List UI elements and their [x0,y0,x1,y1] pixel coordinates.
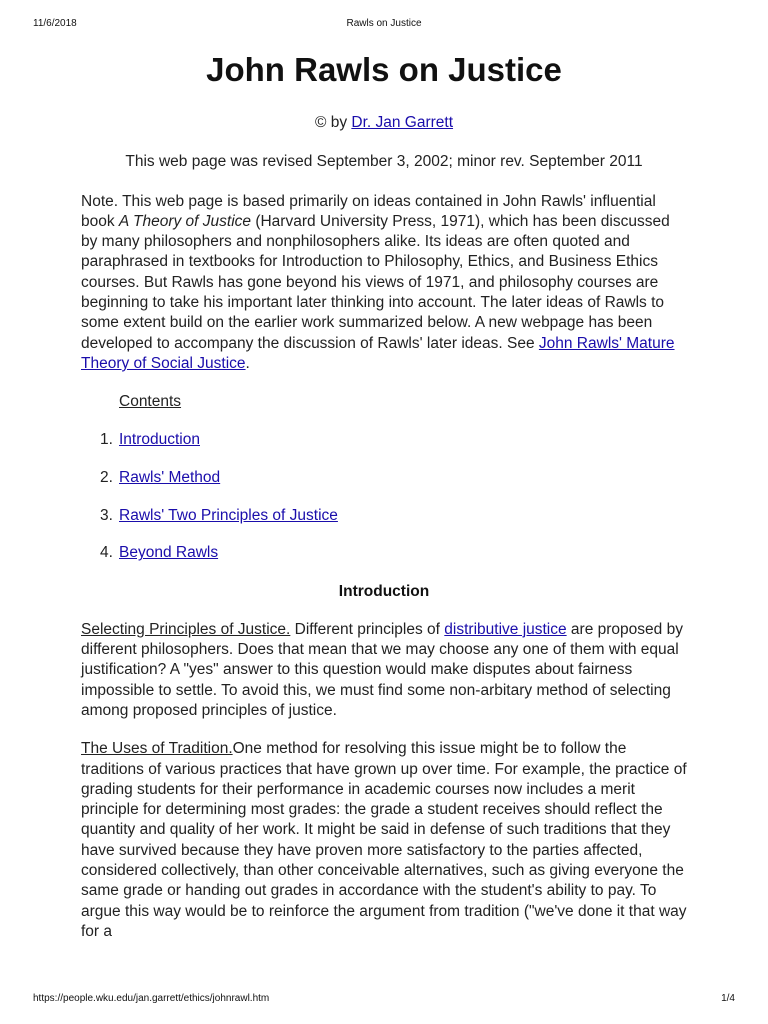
paragraph-lead: The Uses of Tradition. [81,740,233,758]
contents-list [81,430,687,564]
contents-item-number: 3. [100,506,113,524]
section-heading-introduction: Introduction [338,582,430,600]
contents-label: Contents [119,393,182,411]
byline-prefix: © by [314,114,352,131]
paragraph-text: Different principles of [290,620,445,638]
note-text-3: . [245,354,250,372]
contents-link-beyond-rawls[interactable]: Beyond Rawls [119,544,219,562]
author-link[interactable]: Dr. Jan Garrett [351,114,454,131]
contents-item [81,468,687,488]
revision-note: This web page was revised September 3, 2002; minor rev. September 2011 [125,153,643,171]
contents-link-rawls-method[interactable]: Rawls' Method [119,468,221,486]
print-title: Rawls on Justice [346,18,422,29]
book-title: A Theory of Justice [118,212,252,230]
byline [81,113,687,133]
paragraph-text: One method for resolving this issue might be to follow the traditions of various practices that have grown up over time. For example, the practice of grading students for their performance in academic courses now includes a merit principle for determining most grades: the grade a student receives should reflect the quantity and quality of her work. It might be said in defense of such traditions that they have survived because they have proven more satisfactory to the parties affected, considered collectively, than other conceivable alternatives, such as giving everyone the same grade or handing out grades in accordance with the student's ability to pay. To argue this way would be to reinforce the argument from tradition ("we've done it that way for a [81,740,687,940]
contents-link-two-principles[interactable]: Rawls' Two Principles of Justice [119,506,338,524]
contents-item-number: 2. [100,468,113,486]
mature-theory-link[interactable]: John Rawls' Mature Theory of Social Justice [81,334,675,372]
contents-item [81,543,687,563]
page-title: John Rawls on Justice [206,51,562,88]
page-content [81,40,687,942]
contents-item [81,506,687,526]
note-paragraph [81,192,687,375]
contents-link-introduction[interactable]: Introduction [119,431,200,449]
note-text-2: (Harvard University Press, 1971), which has been discussed by many philosophers and nonphilosophers alike. Its ideas are often quoted and paraphrased in textbooks for Introduction to Philosophy, Ethics, and Business Ethics courses. But Rawls has gone beyond his views of 1971, and philosophy courses are beginning to take his important later thinking into account. The later ideas of Rawls to some extent build on the earlier work summarized below. A new webpage has been developed to accompany the discussion of Rawls' later ideas. See [81,212,670,352]
contents-item [81,430,687,450]
paragraph-uses-of-tradition [81,739,687,942]
print-url: https://people.wku.edu/jan.garrett/ethics/johnrawl.htm [33,993,270,1004]
print-date: 11/6/2018 [33,18,77,29]
contents-item-number: 1. [100,431,113,449]
note-text-1: Note. This web page is based primarily on ideas contained in John Rawls' influential book [81,192,656,230]
print-page-number: 1/4 [721,993,735,1004]
paragraph-selecting-principles [81,620,687,721]
distributive-justice-link[interactable]: distributive justice [444,620,567,638]
contents-item-number: 4. [100,544,113,562]
paragraph-lead: Selecting Principles of Justice. [81,620,291,638]
paragraph-text: are proposed by different philosophers. Does that mean that we may choose any one of them with equal justification? A "yes" answer to this question would make disputes about fairness impossible to settle. To avoid this, we must find some non-arbitary method of selecting among proposed principles of justice. [81,620,683,719]
